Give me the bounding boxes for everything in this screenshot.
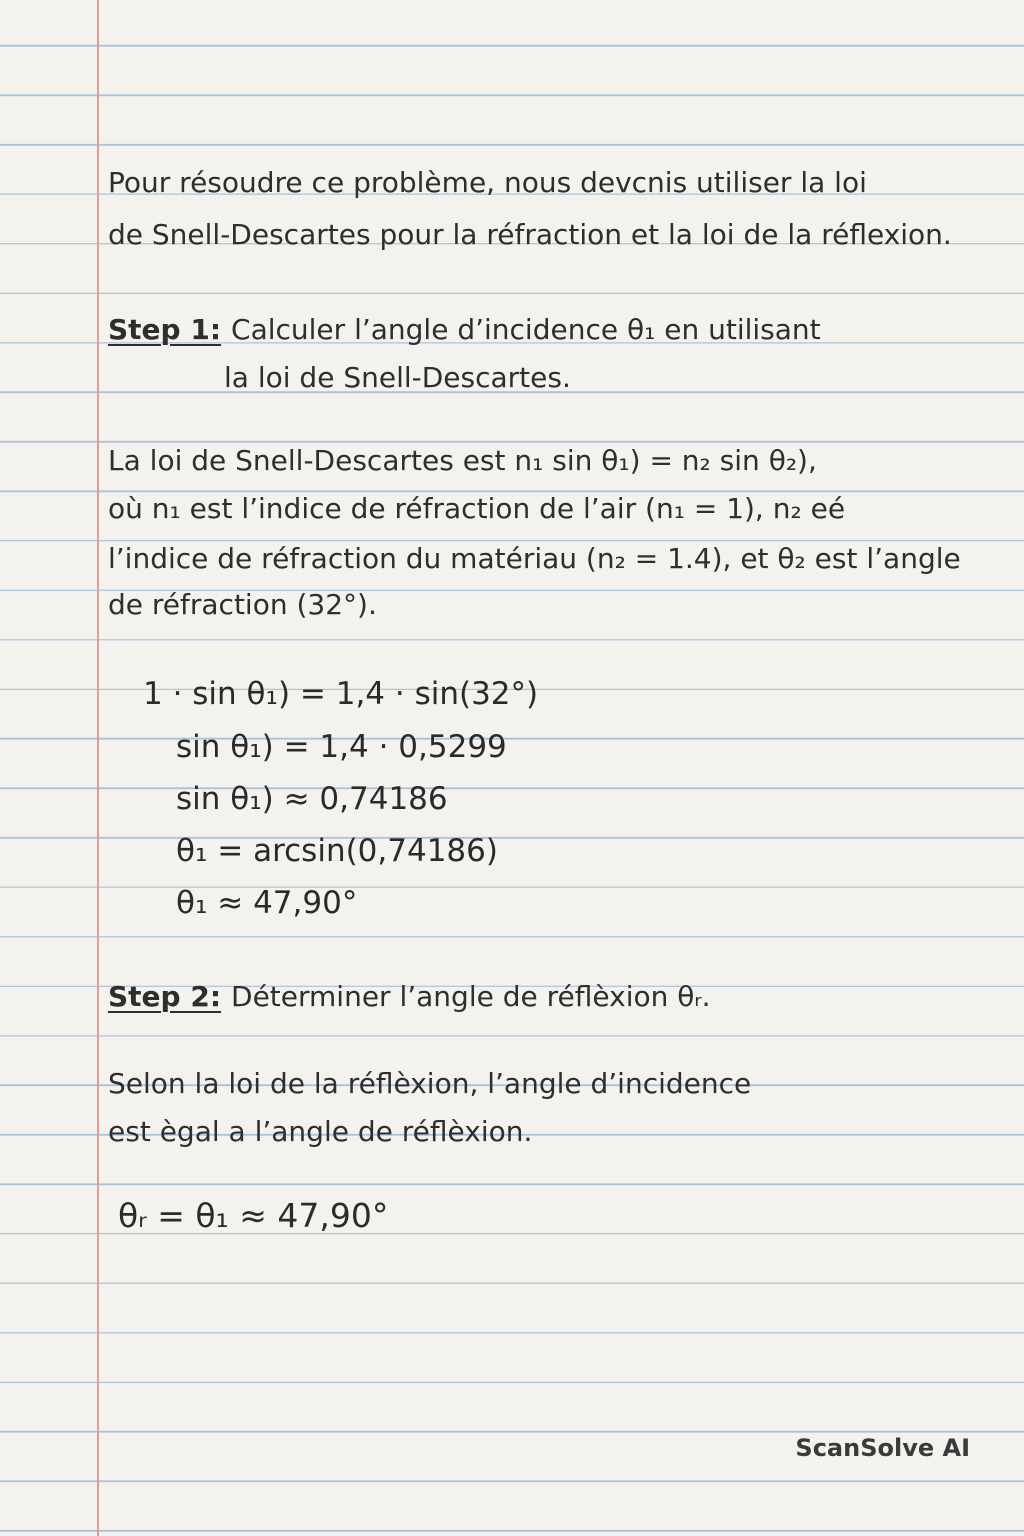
step1-label: Step 1:: [108, 313, 222, 346]
para1-line-3: l’indice de réfraction du matériau (n₂ = 1.4), et θ₂ est l’angle: [108, 542, 961, 575]
para1-line-1: La loi de Snell-Descartes est n₁ sin θ₁) = n₂ sin θ₂),: [108, 444, 817, 477]
step2-heading: [108, 980, 711, 1014]
step1-heading: [108, 313, 821, 347]
step2-text: Déterminer l’angle de réflèxion θᵣ.: [231, 980, 711, 1013]
equation-3: sin θ₁) ≈ 0,74186: [176, 781, 448, 817]
equation-1: 1 · sin θ₁) = 1,4 · sin(32°): [143, 676, 539, 712]
para1-line-2: où n₁ est l’indice de réfraction de l’air (n₁ = 1), n₂ eé: [108, 492, 846, 525]
step2-label: Step 2:: [108, 980, 222, 1013]
para1-line-4: de réfraction (32°).: [108, 588, 377, 621]
equation-2: sin θ₁) = 1,4 · 0,5299: [176, 729, 507, 765]
equation-5: θ₁ ≈ 47,90°: [176, 885, 358, 921]
para2-line-1: Selon la loi de la réflèxion, l’angle d’incidence: [108, 1067, 752, 1100]
para2-line-2: est ègal a l’angle de réflèxion.: [108, 1115, 533, 1148]
final-equation: θᵣ = θ₁ ≈ 47,90°: [118, 1196, 389, 1235]
equation-4: θ₁ = arcsin(0,74186): [176, 833, 498, 869]
margin-line: [97, 0, 99, 1536]
step1-line-2: la loi de Snell-Descartes.: [224, 361, 571, 394]
step1-text: Calculer l’angle d’incidence θ₁ en utilisant: [231, 313, 821, 346]
intro-line-2: de Snell-Descartes pour la réfraction et la loi de la réflexion.: [108, 218, 952, 251]
intro-line-1: Pour résoudre ce problème, nous devcnis utiliser la loi: [108, 166, 867, 199]
brand-watermark: ScanSolve AI: [795, 1434, 970, 1462]
